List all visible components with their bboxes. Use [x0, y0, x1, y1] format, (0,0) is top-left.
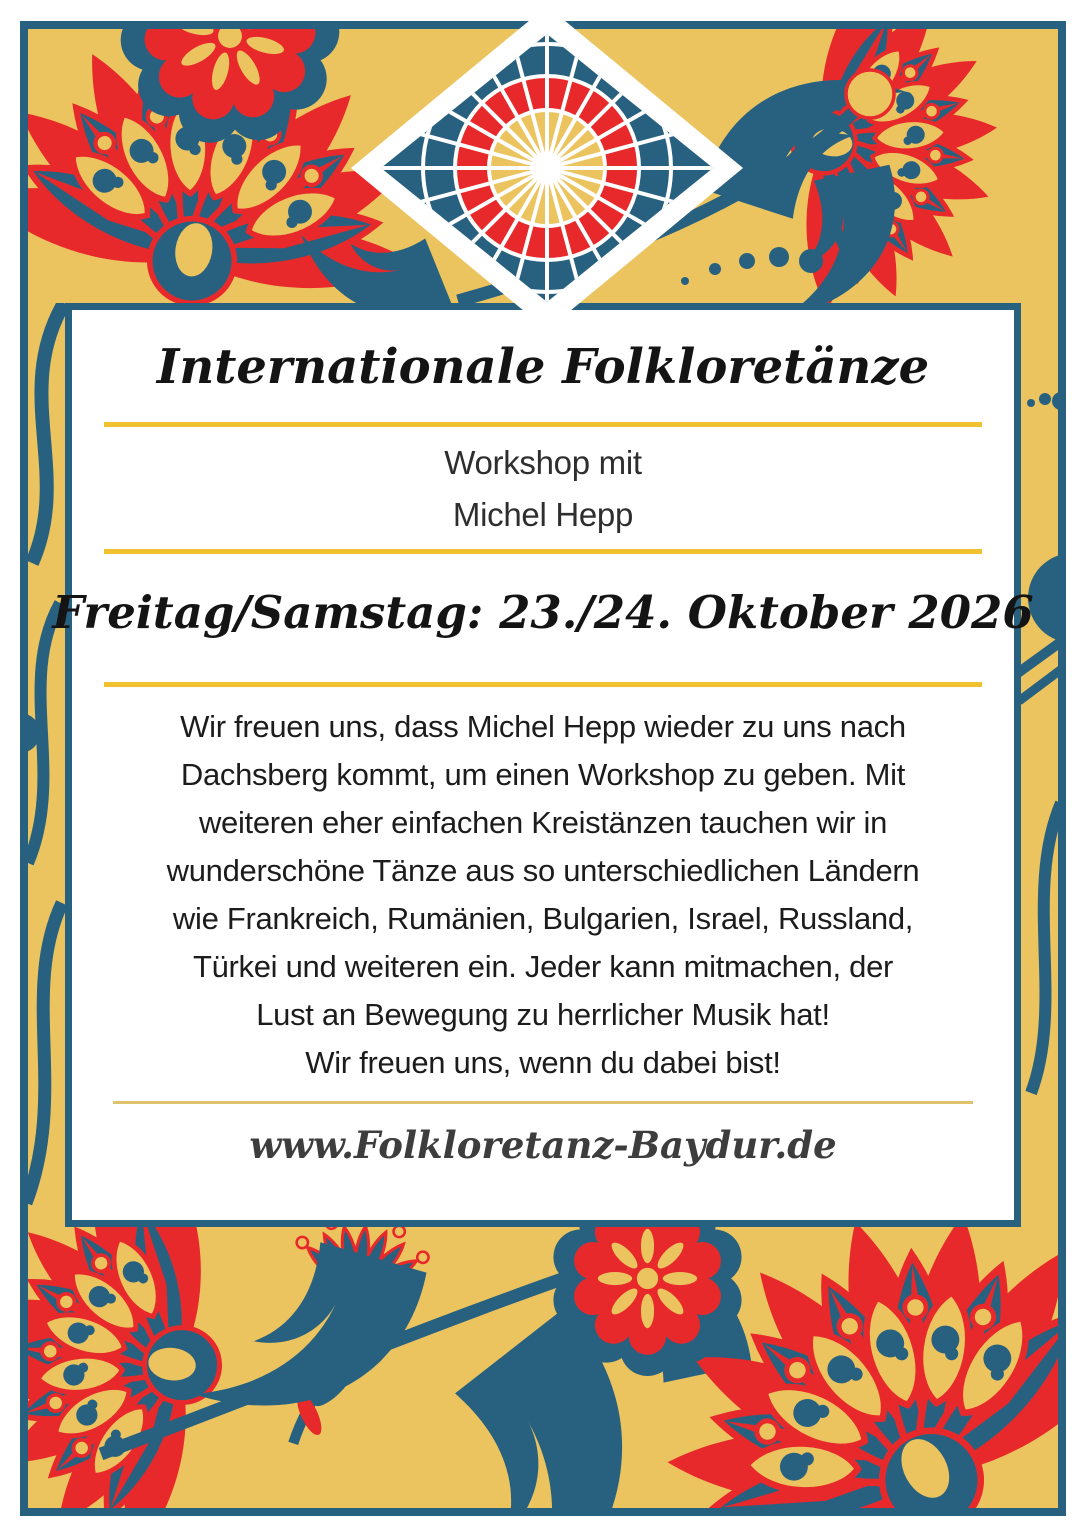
body-line: weiteren eher einfachen Kreistänzen tauchen wir in — [198, 805, 888, 840]
content-box — [52, 303, 1034, 1227]
website-url: www.Folkloretanz-Baydur.de — [249, 1123, 837, 1167]
body-line: Dachsberg kommt, um einen Workshop zu geben. Mit — [180, 757, 906, 792]
body-line: Wir freuen uns, wenn du dabei bist! — [305, 1045, 781, 1080]
workshop-line: Workshop mit — [444, 444, 642, 481]
side-ornament-left-icon — [20, 303, 65, 1227]
body-line: Türkei und weiteren ein. Jeder kann mitmachen, der — [192, 949, 894, 984]
body-line: wunderschöne Tänze aus so unterschiedlichen Ländern — [166, 853, 920, 888]
decorative-frame — [20, 21, 1066, 1516]
body-line: Wir freuen uns, dass Michel Hepp wieder zu uns nach — [180, 709, 906, 744]
instructor-line: Michel Hepp — [452, 496, 634, 533]
divider-thin — [113, 1101, 973, 1104]
divider-gold-1 — [104, 422, 982, 427]
event-title: Internationale Folkloretänze — [156, 339, 930, 395]
divider-gold-3 — [104, 682, 982, 687]
workshop-subtitle — [444, 437, 642, 541]
body-text — [167, 703, 920, 1087]
mosaic-diamond-icon — [347, 21, 747, 334]
body-line: wie Frankreich, Rumänien, Bulgarien, Israel, Russland, — [172, 901, 914, 936]
date-line: Freitag/Samstag: 23./24. Oktober 2026 — [52, 586, 1034, 639]
divider-gold-2 — [104, 549, 982, 554]
body-line: Lust an Bewegung zu herrlicher Musik hat! — [256, 997, 830, 1032]
